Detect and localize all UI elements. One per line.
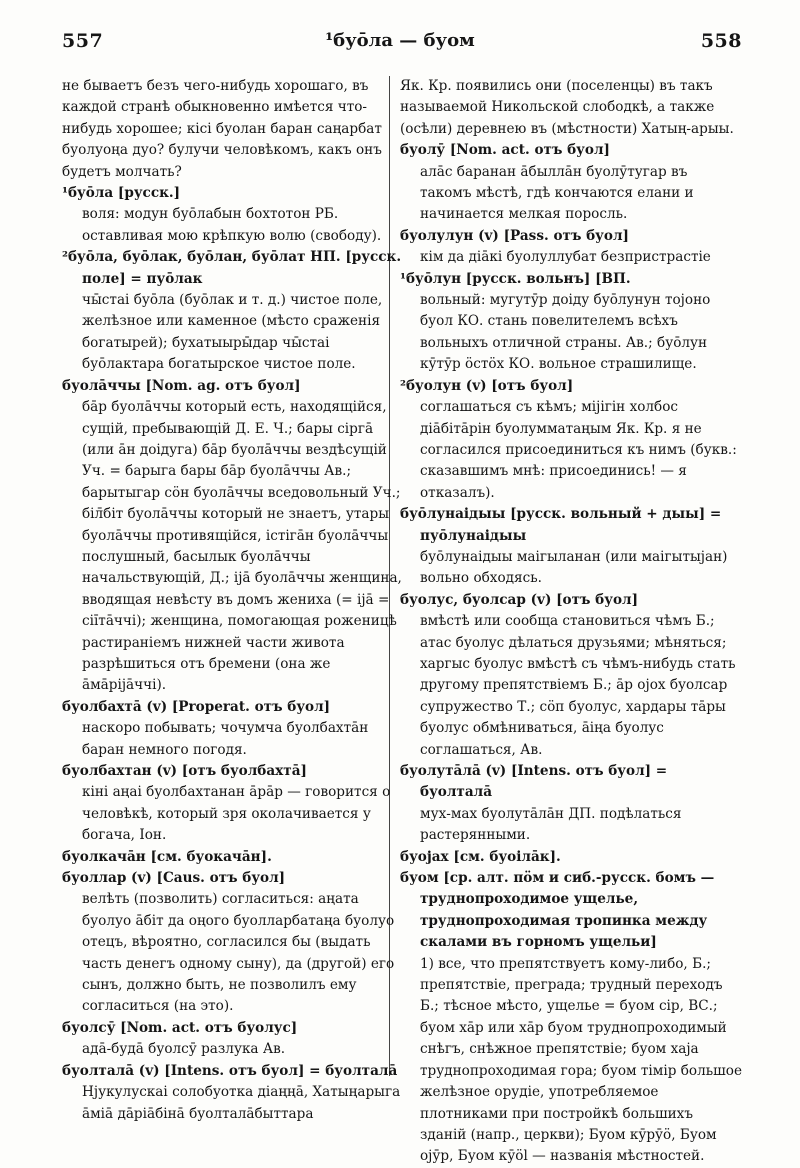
dictionary-entry-definition: воля: модун буо̄лабын бохтотон РБ. оставливая мою крѣпкую волю (свободу).: [82, 206, 382, 244]
continued-text: Як. Кр. появились они (поселенцы) въ такъ называемой Никольской слободкѣ, а также (осѣли) деревнею въ (мѣстности) Хатың-арыы.: [400, 78, 734, 137]
dictionary-entry-definition: велѣть (позволить) согласиться: аңата буолуо а̄біт да оңого буолларбатаңа буолуо отецъ, вѣроятно, согласился бы (выдать часть денегъ одному сыну), да (другой) его сынъ, должно быть, не позволилъ ему согласиться (на это).: [82, 891, 395, 1015]
dictionary-entry-definition: чы̄стаі буо̄ла (буо̄лак и т. д.) чистое поле, желѣзное или каменное (мѣсто сраженія богатырей); бухатыыры̄дар чы̄стаі буо̄лактара богатырское чистое поле.: [82, 292, 383, 373]
dictionary-entry-headword: буо̄лунаідыы [русск. вольный + дыы] = пуо̄лунаідыы: [400, 506, 722, 544]
dictionary-entry-headword: ¹буо̄лун [русск. вольнъ] [ВП.: [400, 270, 631, 287]
running-head: ¹буо̄ла — буом: [325, 30, 475, 51]
dictionary-entry-headword: буолбахта̄ (v) [Properat. отъ буол]: [62, 698, 331, 715]
dictionary-entry-definition: Нјукулускаі солобуотка діаңңа̄, Хатыңарыга а̄міа̄ да̄ріа̄біна̄ буолтала̄быттара: [82, 1084, 401, 1122]
right-column: [400, 76, 742, 1168]
dictionary-entry-definition: вольный: мугутӯр доіду буо̄лунун тојоно буол КО. стань повелителемъ всѣхъ вольныхъ отличной страны. Ав.; буо̄лун кӯтӯр ӧстӧх КО. вольное страшилище.: [420, 292, 711, 373]
dictionary-entry-headword: буом [ср. алт. пӧм и сиб.-русск. бомъ — труднопроходимое ущелье, труднопроходимая тропинка между скалами въ горномъ ущельи]: [400, 870, 715, 951]
dictionary-entry-definition: соглашаться съ кѣмъ; міjігін холбос діа̄біта̄рін буолумматаңым Як. Кр. я не согласился присоединиться къ нимъ (букв.: сказавшимъ мнѣ: присоединись! — я отказалъ).: [420, 399, 737, 501]
dictionary-entry-definition: ба̄р буола̄ччы который есть, находящійся, сущій, пребывающій Д. Е. Ч.; бары сірга̄ (или а̄н доідуга) ба̄р буола̄ччы вездѣсущій Уч. = барыга бары ба̄р буола̄ччы Ав.; барытыгар сӧн буола̄ччы вседовольный Уч.; біл̄біт буола̄ччы который не знаетъ, утары буола̄ччы противящійся, істіга̄н буола̄ччы послушный, басылык буола̄ччы начальствующій, Д.; іjа̄ буола̄ччы женщина, вводящая невѣсту въ домъ жениха (= іjа̄ = сіі̄та̄ччі); женщина, помогающая роженицѣ растираніемъ нижней части живота разрѣшиться отъ бремени (она же а̄ма̄ріjāччі).: [82, 399, 402, 694]
dictionary-entry-headword: буола̄ччы [Nom. ag. отъ буол]: [62, 377, 301, 394]
dictionary-entry-headword: буолӯ [Nom. act. отъ буол]: [400, 142, 610, 159]
dictionary-entry-definition: ада̄-буда̄ буолсӯ разлука Ав.: [82, 1041, 286, 1058]
dictionary-entry-headword: буолус, буолсар (v) [отъ буол]: [400, 591, 639, 608]
dictionary-entry-headword: буоллар (v) [Caus. отъ буол]: [62, 870, 286, 887]
dictionary-entry-headword: ¹буо̄ла [русск.]: [62, 185, 181, 202]
dictionary-entry-headword: буолута̄ла̄ (v) [Intens. отъ буол] = буолтала̄: [400, 763, 668, 801]
dictionary-entry-definition: наскоро побывать; чочумча буолбахта̄н баран немного погодя.: [82, 720, 369, 758]
dictionary-entry-headword: буоjах [см. буоіла̄к].: [400, 848, 561, 865]
page-header: [0, 30, 800, 60]
dictionary-entry-headword: ²буо̄ла, буо̄лак, буо̄лан, буо̄лат НП. [русск. поле] = пуо̄лак: [62, 249, 402, 287]
dictionary-entry-definition: мух-мах буолута̄ла̄н ДП. подѣлаться растерянными.: [420, 805, 682, 844]
page-number-left: 557: [62, 30, 104, 52]
dictionary-entry-definition: 1) все, что препятствуетъ кому-либо, Б.; препятствіе, преграда; трудный переходъ Б.; тѣсное мѣсто, ущелье = буом сір, ВС.; буом ха̄р или ха̄р буом труднопроходимый снѣгъ, снѣжное препятствіе; буом хаја труднопроходимая гора; буом тімір большое желѣзное орудіе, употребляемое плотниками при постройкѣ большихъ зданій (напр., церкви); Буом кӯрӯӧ, Буом ојӯр, Буом кӯӧl — названія мѣстностей.: [420, 955, 742, 1165]
dictionary-entry-headword: буолкача̄н [см. буокача̄н].: [62, 848, 272, 865]
dictionary-entry-definition: вмѣстѣ или сообща становиться чѣмъ Б.; атас буолус дѣлаться друзьями; мѣняться; харгыс буолус вмѣстѣ съ чѣмъ-нибудь стать другому препятствіемъ Б.; а̄р ојох буолсар супружество Т.; сӧп буолус, хардары та̄ры буолус обмѣниваться, а̄іңа буолус соглашаться, Ав.: [420, 613, 736, 758]
continued-text: не бываетъ безъ чего-нибудь хорошаго, въ каждой странѣ обыкновенно имѣется что-нибудь хорошее; кісі буолан баран саңарбат буолуоңа дуо? булучи человѣкомъ, какъ онъ будетъ молчать?: [62, 78, 382, 180]
left-column: [62, 76, 404, 1125]
dictionary-entry-definition: буо̄лунаідыы маігыланан (или маігытыjан) вольно обходясь.: [420, 548, 728, 587]
dictionary-entry-headword: буолтала̄ (v) [Intens. отъ буол] = буолтала̄: [62, 1062, 398, 1079]
dictionary-entry-headword: буолсӯ [Nom. act. отъ буолус]: [62, 1019, 298, 1036]
page-number-right: 558: [700, 30, 742, 52]
dictionary-entry-headword: ²буолун (v) [отъ буол]: [400, 377, 574, 394]
dictionary-entry-definition: кіні аңаі буолбахтанан а̄ра̄р — говорится о человѣкѣ, который зря околачивается у богача, Іон.: [82, 784, 391, 844]
dictionary-entry-headword: буолулун (v) [Pass. отъ буол]: [400, 227, 629, 244]
dictionary-entry-definition: кім да діа̄кі буолуллубат безпристрастіе: [420, 249, 711, 266]
dictionary-entry-headword: буолбахтан (v) [отъ буолбахта̄]: [62, 763, 307, 779]
dictionary-entry-definition: ала̄с баранан а̄былла̄н буолӯтугар въ такомъ мѣстѣ, гдѣ кончаются елани и начинается мелкая поросль.: [420, 163, 694, 223]
